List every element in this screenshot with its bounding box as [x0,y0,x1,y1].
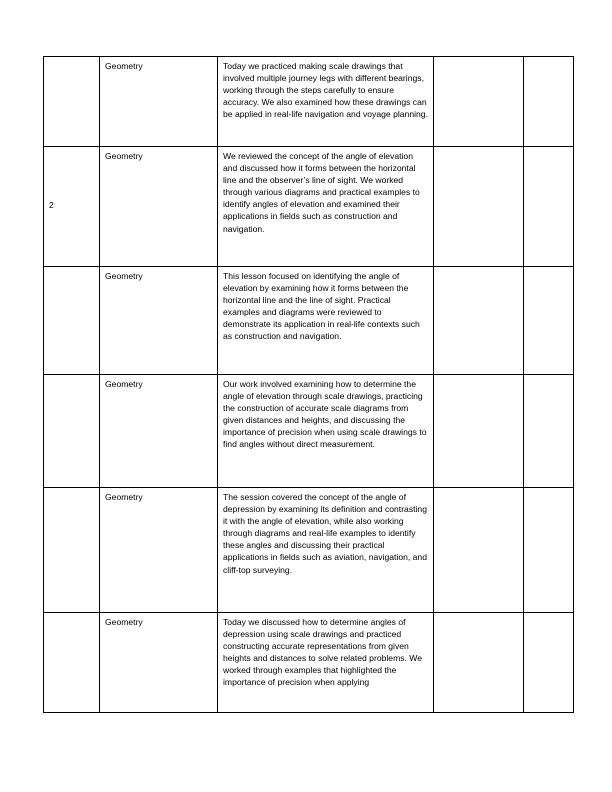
table-row [44,267,574,375]
subject-cell: Geometry [100,57,218,147]
subject-cell: Geometry [100,375,218,488]
description-cell: This lesson focused on identifying the angle of elevation by examining how it forms between the horizontal line and the line of sight. Practical examples and diagrams were reviewed to demonstrate its application in real-life contexts such as construction and navigation. [218,267,434,375]
empty-cell [434,147,524,267]
empty-cell [524,488,574,613]
week-cell [44,613,100,713]
week-cell [44,488,100,613]
week-cell [44,267,100,375]
subject-cell: Geometry [100,147,218,267]
description-cell: Our work involved examining how to determine the angle of elevation through scale drawings, practicing the construction of accurate scale diagrams from given distances and heights, and discussing the importance of precision when using scale drawings to find angles without direct measurement. [218,375,434,488]
empty-cell [434,375,524,488]
lesson-log-table [43,56,574,713]
empty-cell [524,147,574,267]
description-cell: We reviewed the concept of the angle of elevation and discussed how it forms between the horizontal line and the observer’s line of sight. We worked through various diagrams and practical examples to identify angles of elevation and examined their applications in fields such as construction and navigation. [218,147,434,267]
description-cell: The session covered the concept of the angle of depression by examining its definition and contrasting it with the angle of elevation, while also working through diagrams and real-life examples to identify these angles and discussing their practical applications in fields such as aviation, navigation, and cliff-top surveying. [218,488,434,613]
table-row [44,375,574,488]
empty-cell [524,57,574,147]
subject-cell: Geometry [100,488,218,613]
empty-cell [524,375,574,488]
empty-cell [434,488,524,613]
empty-cell [524,267,574,375]
empty-cell [434,267,524,375]
subject-cell: Geometry [100,613,218,713]
empty-cell [524,613,574,713]
empty-cell [434,613,524,713]
table-row [44,147,574,267]
week-cell: 2 [44,147,100,267]
subject-cell: Geometry [100,267,218,375]
table-row [44,613,574,713]
table-row [44,57,574,147]
week-cell [44,57,100,147]
empty-cell [434,57,524,147]
description-cell: Today we discussed how to determine angles of depression using scale drawings and practiced constructing accurate representations from given heights and distances to solve related problems. We worked through examples that highlighted the importance of precision when applying [218,613,434,713]
description-cell: Today we practiced making scale drawings that involved multiple journey legs with different bearings, working through the steps carefully to ensure accuracy. We also examined how these drawings can be applied in real-life navigation and voyage planning. [218,57,434,147]
table-row [44,488,574,613]
week-cell [44,375,100,488]
